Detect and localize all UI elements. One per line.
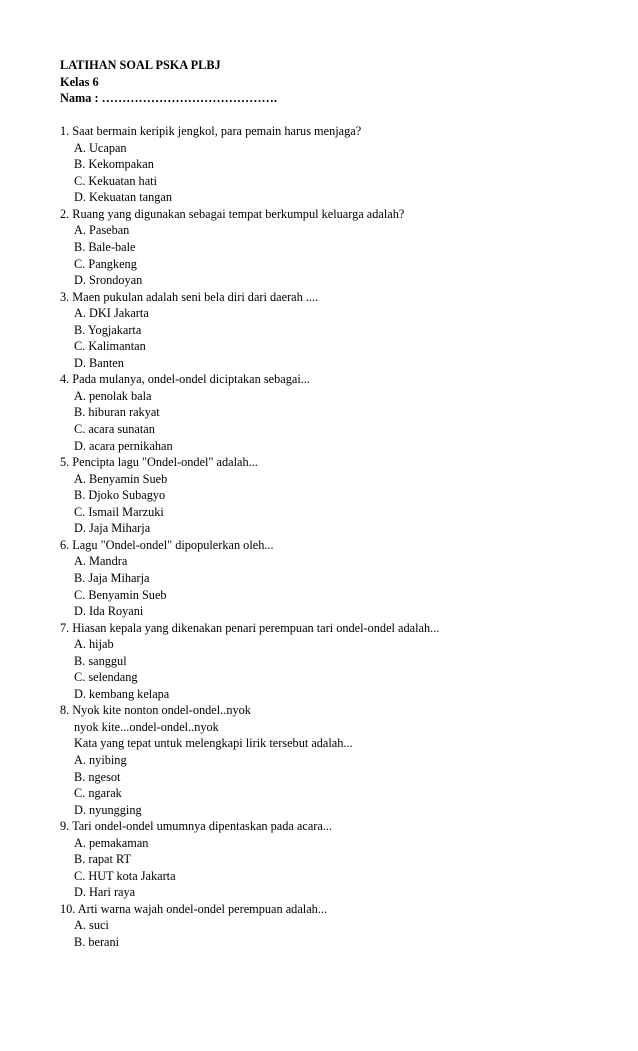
answer-option: D. kembang kelapa xyxy=(74,686,170,701)
question-extra-text: nyok kite...ondel-ondel..nyok xyxy=(74,719,219,734)
answer-option: D. acara pernikahan xyxy=(74,438,173,453)
question-text: 2. Ruang yang digunakan sebagai tempat berkumpul keluarga adalah? xyxy=(60,206,405,221)
question-item xyxy=(60,206,620,289)
answer-option: B. sanggul xyxy=(74,653,127,668)
answer-option: C. ngarak xyxy=(74,786,122,801)
question-item xyxy=(60,123,620,206)
answer-option: A. pemakaman xyxy=(74,835,149,850)
answer-option: A. Paseban xyxy=(74,223,130,238)
answer-option: C. Pangkeng xyxy=(74,256,137,271)
answer-option: C. selendang xyxy=(74,670,138,685)
answer-option: B. Yogjakarta xyxy=(74,322,142,337)
answer-option: C. Benyamin Sueb xyxy=(74,587,167,602)
question-text: 6. Lagu "Ondel-ondel" dipopulerkan oleh... xyxy=(60,537,274,552)
worksheet-page xyxy=(60,57,620,951)
question-item xyxy=(60,289,620,372)
answer-option: A. penolak bala xyxy=(74,388,152,403)
answer-option: B. rapat RT xyxy=(74,852,131,867)
answer-option: A. Ucapan xyxy=(74,140,127,155)
question-item xyxy=(60,901,620,951)
answer-option: C. HUT kota Jakarta xyxy=(74,868,176,883)
question-item xyxy=(60,371,620,454)
question-text: 9. Tari ondel-ondel umumnya dipentaskan pada acara... xyxy=(60,819,333,834)
answer-option: B. Kekompakan xyxy=(74,157,154,172)
answer-option: A. nyibing xyxy=(74,752,127,767)
question-item xyxy=(60,454,620,537)
question-list xyxy=(60,123,620,950)
answer-option: D. Banten xyxy=(74,355,124,370)
answer-option: B. Bale-bale xyxy=(74,240,136,255)
answer-option: B. ngesot xyxy=(74,769,121,784)
answer-option: C. acara sunatan xyxy=(74,422,155,437)
answer-option: A. Benyamin Sueb xyxy=(74,471,168,486)
answer-option: D. Jaja Miharja xyxy=(74,521,151,536)
answer-option: A. Mandra xyxy=(74,554,128,569)
answer-option: B. Djoko Subagyo xyxy=(74,488,166,503)
answer-option: D. nyungging xyxy=(74,802,142,817)
question-extra-text: Kata yang tepat untuk melengkapi lirik tersebut adalah... xyxy=(74,736,353,751)
answer-option: A. hijab xyxy=(74,637,114,652)
class-label: Kelas 6 xyxy=(60,74,99,89)
answer-option: A. DKI Jakarta xyxy=(74,306,149,321)
answer-option: C. Ismail Marzuki xyxy=(74,504,164,519)
question-item xyxy=(60,818,620,901)
worksheet-title: LATIHAN SOAL PSKA PLBJ xyxy=(60,58,221,72)
question-text: 1. Saat bermain keripik jengkol, para pemain harus menjaga? xyxy=(60,124,362,139)
question-item xyxy=(60,702,620,818)
answer-option: A. suci xyxy=(74,918,109,933)
answer-option: B. hiburan rakyat xyxy=(74,405,160,420)
answer-option: B. berani xyxy=(74,934,120,949)
question-text: 4. Pada mulanya, ondel-ondel diciptakan sebagai... xyxy=(60,372,310,387)
answer-option: D. Ida Royani xyxy=(74,604,144,619)
answer-option: C. Kekuatan hati xyxy=(74,173,157,188)
question-item xyxy=(60,620,620,703)
answer-option: B. Jaja Miharja xyxy=(74,570,150,585)
question-text: 5. Pencipta lagu "Ondel-ondel" adalah... xyxy=(60,455,258,470)
question-text: 10. Arti warna wajah ondel-ondel perempuan adalah... xyxy=(60,901,328,916)
question-item xyxy=(60,537,620,620)
question-text: 8. Nyok kite nonton ondel-ondel..nyok xyxy=(60,703,251,718)
name-field-label: Nama : ……………………………………. xyxy=(60,91,277,106)
answer-option: D. Kekuatan tangan xyxy=(74,190,172,205)
answer-option: D. Hari raya xyxy=(74,885,136,900)
answer-option: C. Kalimantan xyxy=(74,339,146,354)
spacer xyxy=(60,107,620,124)
answer-option: D. Srondoyan xyxy=(74,273,143,288)
question-text: 3. Maen pukulan adalah seni bela diri dari daerah .... xyxy=(60,289,319,304)
question-text: 7. Hiasan kepala yang dikenakan penari perempuan tari ondel-ondel adalah... xyxy=(60,620,440,635)
